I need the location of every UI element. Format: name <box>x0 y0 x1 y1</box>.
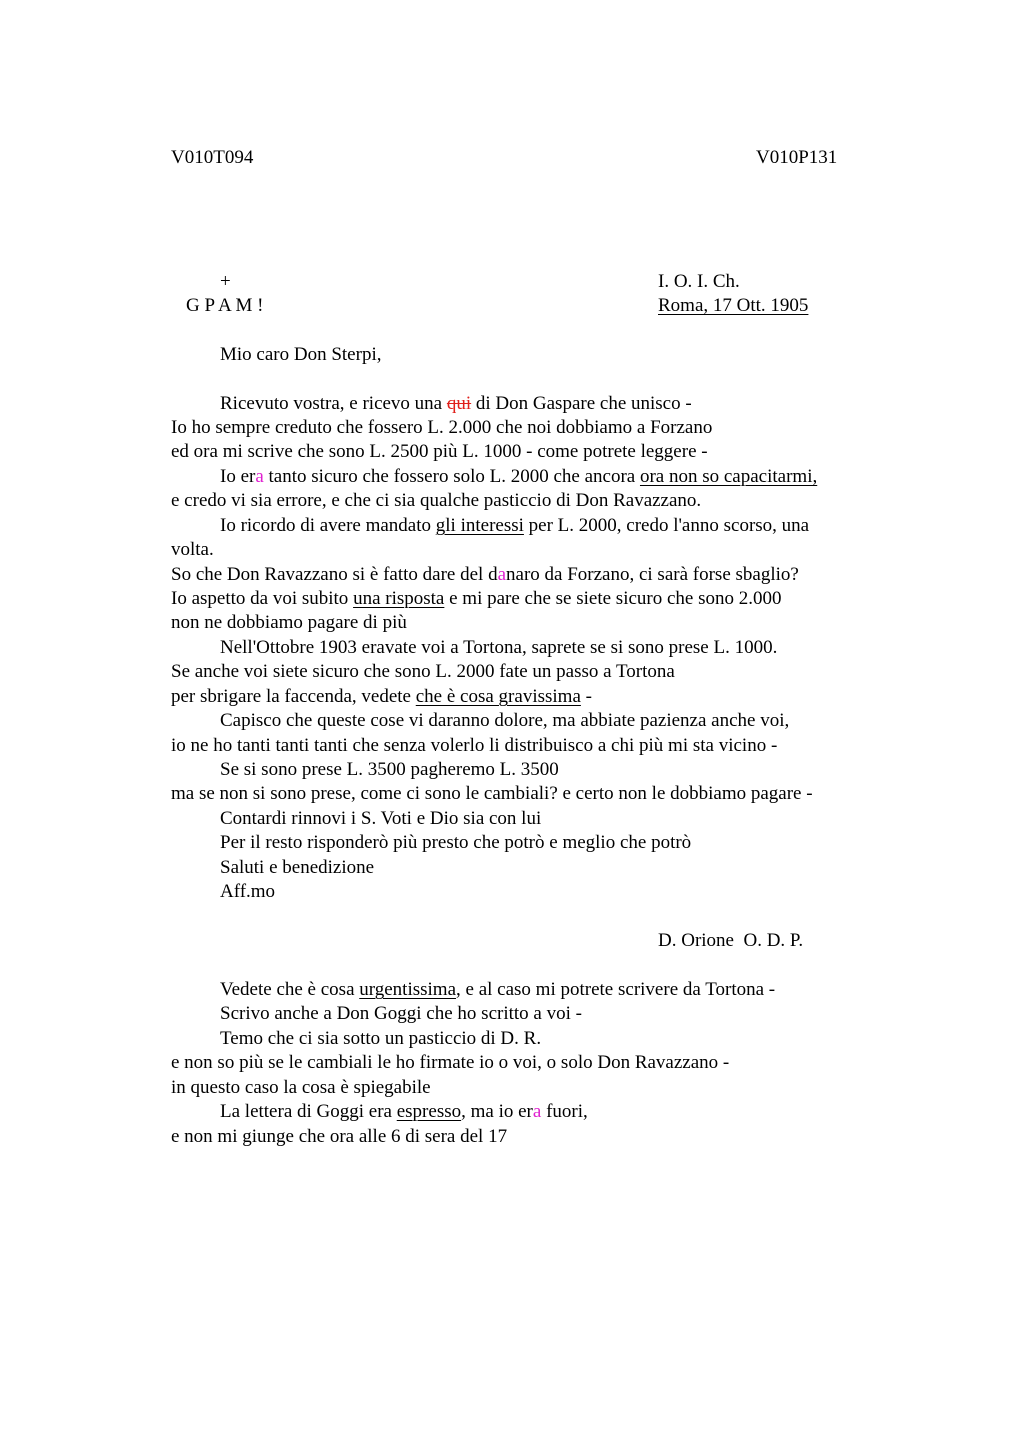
body-line-17: ma se non si sono prese, come ci sono le cambiali? e certo non le dobbiamo pagare - <box>171 783 813 804</box>
body-line-4 <box>220 465 817 489</box>
text-run: e mi pare che se siete sicuro che sono 2.000 <box>444 588 782 609</box>
text-run: Vedete che è cosa <box>220 979 360 1000</box>
place-date-text: Roma, 17 Ott. 1905 <box>658 295 809 316</box>
motto: G P A M ! <box>186 295 264 316</box>
postscript-line-2: Scrivo anche a Don Goggi che ho scritto a voi - <box>220 1003 582 1024</box>
text-run: fuori, <box>541 1101 588 1122</box>
body-line-14: Capisco che queste cose vi daranno dolore, ma abbiate pazienza anche voi, <box>220 710 790 731</box>
body-line-20: Saluti e benedizione <box>220 857 375 878</box>
body-line-2: Io ho sempre creduto che fossero L. 2.000 che noi dobbiamo a Forzano <box>171 417 713 438</box>
postscript-line-6 <box>220 1100 588 1124</box>
heading-initials: I. O. I. Ch. <box>658 271 740 292</box>
text-run: per sbrigare la faccenda, vedete <box>171 686 416 707</box>
text-run: di Don Gaspare che unisco - <box>471 393 692 414</box>
body-line-16: Se si sono prese L. 3500 pagheremo L. 3500 <box>220 759 559 780</box>
cross-symbol: + <box>220 271 231 292</box>
text-run: Io ricordo di avere mandato <box>220 515 436 536</box>
body-line-7: volta. <box>171 539 214 560</box>
header-right-code: V010P131 <box>756 147 838 168</box>
corrected-letter: a <box>532 1101 542 1122</box>
corrected-letter: a <box>255 466 264 487</box>
body-line-10: non ne dobbiamo pagare di più <box>171 612 407 633</box>
postscript-line-4: e non so più se le cambiali le ho firmate io o voi, o solo Don Ravazzano - <box>171 1052 730 1073</box>
text-run: tanto sicuro che fossero solo L. 2000 che ancora <box>263 466 640 487</box>
body-line-6 <box>220 514 809 538</box>
text-run: La lettera di Goggi era <box>220 1101 397 1122</box>
signature: D. Orione O. D. P. <box>658 930 804 951</box>
body-line-21: Aff.mo <box>220 881 276 902</box>
body-line-3: ed ora mi scrive che sono L. 2500 più L. 1000 - come potrete leggere - <box>171 441 708 462</box>
text-run: per L. 2000, credo l'anno scorso, una <box>523 515 810 536</box>
salutation: Mio caro Don Sterpi, <box>220 344 382 365</box>
body-line-19: Per il resto risponderò più presto che potrò e meglio che potrò <box>220 832 692 853</box>
body-line-18: Contardi rinnovi i S. Voti e Dio sia con lui <box>220 808 542 829</box>
underlined-text: urgentissima <box>359 979 457 1000</box>
text-run: naro da Forzano, ci sarà forse sbaglio? <box>506 564 799 585</box>
postscript-line-1 <box>220 978 775 1002</box>
text-run: - <box>580 686 592 707</box>
body-line-12: Se anche voi siete sicuro che sono L. 2000 fate un passo a Tortona <box>171 661 675 682</box>
struck-word: qui <box>446 393 472 414</box>
text-run: Io aspetto da voi subito <box>171 588 354 609</box>
underlined-text: che è cosa gravissima <box>415 686 581 707</box>
body-line-9 <box>171 587 782 611</box>
body-line-13 <box>171 685 592 709</box>
header-left-code: V010T094 <box>171 147 254 168</box>
body-line-5: e credo vi sia errore, e che ci sia qualche pasticcio di Don Ravazzano. <box>171 490 702 511</box>
place-date <box>658 294 808 318</box>
postscript-line-7: e non mi giunge che ora alle 6 di sera del 17 <box>171 1126 508 1147</box>
postscript-line-3: Temo che ci sia sotto un pasticcio di D. R. <box>220 1028 542 1049</box>
text-run: , ma io er <box>461 1101 533 1122</box>
underlined-text: espresso <box>396 1101 462 1122</box>
text-run: Io er <box>220 466 256 487</box>
text-run: Ricevuto vostra, e ricevo una <box>220 393 447 414</box>
text-run: , e al caso mi potrete scrivere da Tortona - <box>456 979 776 1000</box>
postscript-line-5: in questo caso la cosa è spiegabile <box>171 1077 431 1098</box>
text-run: So che Don Ravazzano si è fatto dare del d <box>171 564 498 585</box>
body-line-15: io ne ho tanti tanti tanti che senza volerlo li distribuisco a chi più mi sta vicino - <box>171 735 778 756</box>
body-line-1 <box>220 392 692 416</box>
corrected-letter: a <box>497 564 507 585</box>
underlined-text: ora non so capacitarmi, <box>639 466 818 487</box>
underlined-text: gli interessi <box>435 515 524 536</box>
underlined-text: una risposta <box>353 588 445 609</box>
body-line-8 <box>171 563 799 587</box>
body-line-11: Nell'Ottobre 1903 eravate voi a Tortona, saprete se si sono prese L. 1000. <box>220 637 778 658</box>
